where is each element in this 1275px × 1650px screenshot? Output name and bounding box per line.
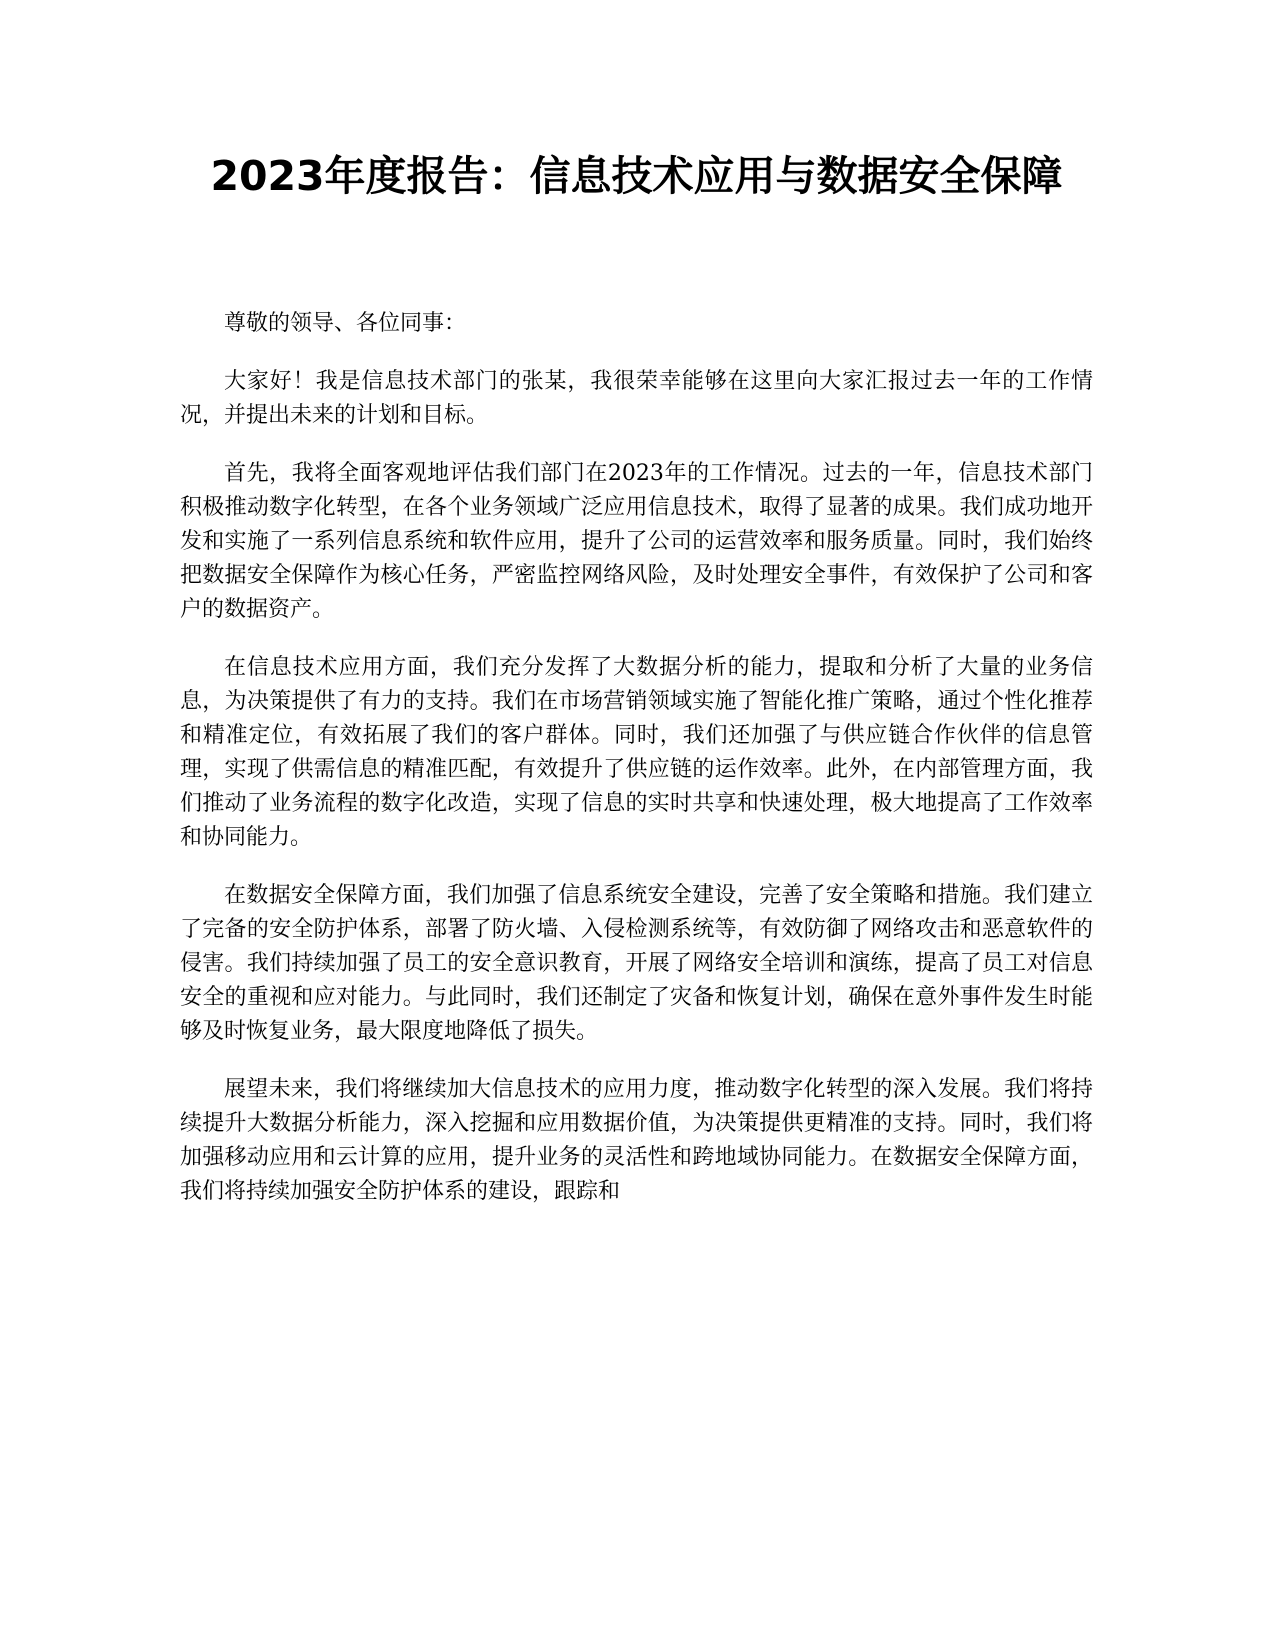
document-body: [180, 307, 1093, 1233]
paragraph-overview: 首先，我将全面客观地评估我们部门在2023年的工作情况。过去的一年，信息技术部门积极推动数字化转型，在各个业务领域广泛应用信息技术，取得了显著的成果。我们成功地开发和实施了一系列信息系统和软件应用，提升了公司的运营效率和服务质量。同时，我们始终把数据安全保障作为核心任务，严密监控网络风险，及时处理安全事件，有效保护了公司和客户的数据资产。: [180, 461, 1093, 622]
paragraph-it-application: 在信息技术应用方面，我们充分发挥了大数据分析的能力，提取和分析了大量的业务信息，为决策提供了有力的支持。我们在市场营销领域实施了智能化推广策略，通过个性化推荐和精准定位，有效拓展了我们的客户群体。同时，我们还加强了与供应链合作伙伴的信息管理，实现了供需信息的精准匹配，有效提升了供应链的运作效率。此外，在内部管理方面，我们推动了业务流程的数字化改造，实现了信息的实时共享和快速处理，极大地提高了工作效率和协同能力。: [180, 655, 1093, 850]
paragraph-greeting: 大家好！我是信息技术部门的张某，我很荣幸能够在这里向大家汇报过去一年的工作情况，并提出未来的计划和目标。: [180, 369, 1093, 428]
salutation: 尊敬的领导、各位同事：: [224, 311, 467, 336]
document-title: 2023年度报告：信息技术应用与数据安全保障: [210, 152, 1063, 200]
paragraph-outlook: 展望未来，我们将继续加大信息技术的应用力度，推动数字化转型的深入发展。我们将持续提升大数据分析能力，深入挖掘和应用数据价值，为决策提供更精准的支持。同时，我们将加强移动应用和云计算的应用，提升业务的灵活性和跨地域协同能力。在数据安全保障方面，我们将持续加强安全防护体系的建设，跟踪和: [180, 1077, 1093, 1204]
paragraph-data-security: 在数据安全保障方面，我们加强了信息系统安全建设，完善了安全策略和措施。我们建立了完备的安全防护体系，部署了防火墙、入侵检测系统等，有效防御了网络攻击和恶意软件的侵害。我们持续加强了员工的安全意识教育，开展了网络安全培训和演练，提高了员工对信息安全的重视和应对能力。与此同时，我们还制定了灾备和恢复计划，确保在意外事件发生时能够及时恢复业务，最大限度地降低了损失。: [180, 883, 1093, 1044]
